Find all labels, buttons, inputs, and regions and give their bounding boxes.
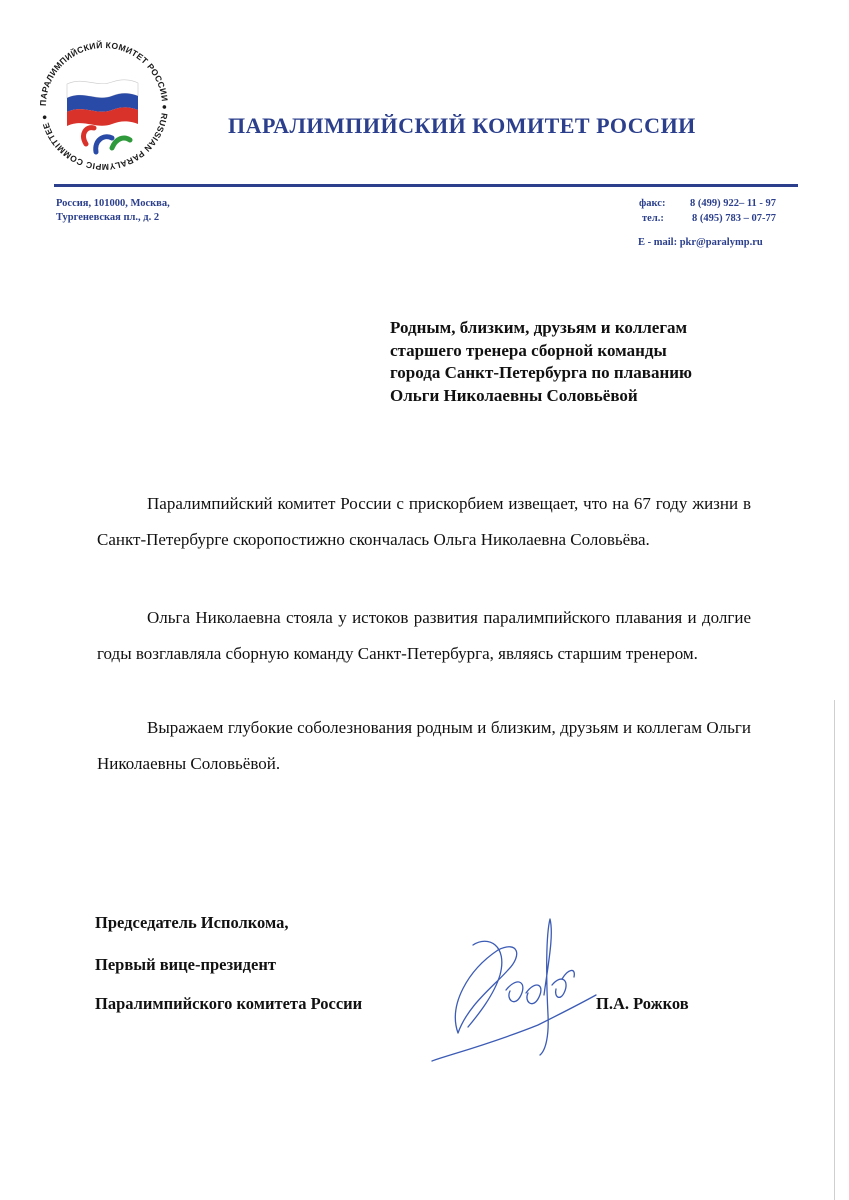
address-line-1: Россия, 101000, Москва, bbox=[56, 198, 170, 209]
address-line-2: Тургеневская пл., д. 2 bbox=[56, 212, 160, 223]
body-paragraph: Выражаем глубокие соболезнования родным и близким, друзьям и коллегам Ольги Николаевны Соловьёвой. bbox=[97, 718, 751, 773]
recipient-line: города Санкт-Петербурга по плаванию bbox=[390, 363, 693, 382]
handwritten-signature bbox=[428, 915, 598, 1065]
recipient-line: Ольги Николаевны Соловьёвой bbox=[390, 385, 638, 405]
signatory-name: П.А. Рожков bbox=[596, 994, 689, 1013]
email-contact: E - mail: pkr@paralymp.ru bbox=[638, 237, 763, 248]
fax-number: 8 (499) 922– 11 - 97 bbox=[690, 198, 777, 209]
recipient-line: старшего тренера сборной команды bbox=[390, 340, 667, 360]
header-divider bbox=[54, 184, 798, 187]
recipient-block bbox=[390, 317, 790, 407]
recipient-line: Родным, близким, друзьям и коллегам bbox=[390, 318, 688, 337]
body-paragraph: Паралимпийский комитет России с прискорбием извещает, что на 67 году жизни в Санкт-Петербурге скоропостижно скончалась Ольга Николаевна Соловьёва. bbox=[97, 494, 751, 549]
organization-title: ПАРАЛИМПИЙСКИЙ КОМИТЕТ РОССИИ bbox=[228, 113, 696, 138]
body-paragraph: Ольга Николаевна стояла у истоков развития паралимпийского плавания и долгие годы возглавляла сборную команду Санкт-Петербурга, являясь старшим тренером. bbox=[97, 608, 751, 663]
paralympic-committee-logo bbox=[34, 36, 174, 176]
phone-label: тел.: bbox=[642, 213, 664, 224]
svg-text:ПАРАЛИМПИЙСКИЙ КОМИТЕТ РОССИИ: ПАРАЛИМПИЙСКИЙ КОМИТЕТ РОССИИ ● RUSSIAN PARALYMPIC COMMITTEE ● bbox=[37, 39, 171, 173]
fax-label: факс: bbox=[639, 198, 666, 209]
phone-number: 8 (495) 783 – 07-77 bbox=[692, 213, 776, 224]
signatory-title-line-2: Первый вице-президент bbox=[95, 955, 276, 974]
signatory-title-line-1: Председатель Исполкома, bbox=[95, 913, 289, 932]
signatory-title-line-3: Паралимпийского комитета России bbox=[95, 994, 363, 1013]
scan-edge-line bbox=[834, 700, 835, 1200]
